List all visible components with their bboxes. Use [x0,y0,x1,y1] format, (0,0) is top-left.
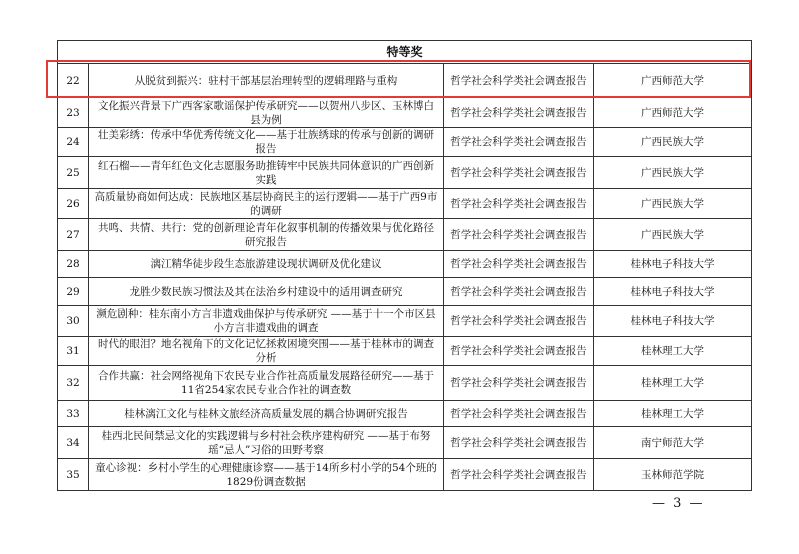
row-title: 龙胜少数民族习惯法及其在法治乡村建设中的适用调查研究 [89,278,444,306]
row-school: 桂林电子科技大学 [594,306,752,337]
row-category: 哲学社会科学类社会调查报告 [444,427,594,459]
row-number: 24 [58,128,89,157]
row-title: 时代的眼泪？地名视角下的文化记忆拯救困境突围——基于桂林市的调查分析 [89,337,444,366]
row-number: 33 [58,401,89,427]
row-number: 35 [58,459,89,491]
table-row [58,189,752,219]
row-school: 广西师范大学 [594,98,752,128]
row-category: 哲学社会科学类社会调查报告 [444,306,594,337]
row-title: 桂林漓江文化与桂林文旅经济高质量发展的耦合协调研究报告 [89,401,444,427]
table-row [58,219,752,251]
row-title: 红石榴——青年红色文化志愿服务助推铸牢中民族共同体意识的广西创新实践 [89,157,444,189]
awards-table [57,40,752,491]
row-title: 濒危剧种：桂东南小方言非遗戏曲保护与传承研究 ——基于十一个市区县小方言非遗戏曲的调查 [89,306,444,337]
row-number: 23 [58,98,89,128]
row-title: 漓江精华徒步段生态旅游建设现状调研及优化建议 [89,251,444,278]
row-title: 合作共赢：社会网络视角下农民专业合作社高质量发展路径研究——基于11省254家农民专业合作社的调查数 [89,366,444,401]
row-number: 32 [58,366,89,401]
row-school: 广西师范大学 [594,64,752,98]
row-category: 哲学社会科学类社会调查报告 [444,366,594,401]
row-school: 桂林理工大学 [594,337,752,366]
row-school: 广西民族大学 [594,157,752,189]
table-row [58,278,752,306]
table-row [58,128,752,157]
row-category: 哲学社会科学类社会调查报告 [444,64,594,98]
row-number: 26 [58,189,89,219]
row-category: 哲学社会科学类社会调查报告 [444,189,594,219]
row-school: 桂林电子科技大学 [594,278,752,306]
table-row [58,306,752,337]
row-category: 哲学社会科学类社会调查报告 [444,459,594,491]
table-row [58,337,752,366]
row-number: 25 [58,157,89,189]
section-title: 特等奖 [58,41,752,64]
row-number: 34 [58,427,89,459]
table-row [58,157,752,189]
row-category: 哲学社会科学类社会调查报告 [444,401,594,427]
row-school: 广西民族大学 [594,189,752,219]
row-number: 30 [58,306,89,337]
row-school: 玉林师范学院 [594,459,752,491]
row-title: 童心诊视：乡村小学生的心理健康诊察——基于14所乡村小学的54个班的1829份调查数据 [89,459,444,491]
row-category: 哲学社会科学类社会调查报告 [444,98,594,128]
row-school: 广西民族大学 [594,219,752,251]
row-school: 桂林理工大学 [594,401,752,427]
table-row [58,98,752,128]
page-number: — 3 — [652,496,705,511]
row-school: 桂林理工大学 [594,366,752,401]
table-row [58,427,752,459]
row-title: 桂西北民间禁忌文化的实践逻辑与乡村社会秩序建构研究 ——基于布努瑶“忌人”习俗的田野考察 [89,427,444,459]
row-school: 桂林电子科技大学 [594,251,752,278]
row-school: 南宁师范大学 [594,427,752,459]
row-title: 共鸣、共情、共行：党的创新理论青年化叙事机制的传播效果与优化路径研究报告 [89,219,444,251]
row-category: 哲学社会科学类社会调查报告 [444,219,594,251]
row-title: 从脱贫到振兴：驻村干部基层治理转型的逻辑理路与重构 [89,64,444,98]
row-title: 高质量协商如何达成：民族地区基层协商民主的运行逻辑——基于广西9市的调研 [89,189,444,219]
table-row [58,64,752,98]
row-number: 29 [58,278,89,306]
row-number: 22 [58,64,89,98]
table-row [58,251,752,278]
section-header-row [58,41,752,64]
row-title: 壮美彩绣：传承中华优秀传统文化——基于壮族绣球的传承与创新的调研报告 [89,128,444,157]
row-title: 文化振兴背景下广西客家歌谣保护传承研究——以贺州八步区、玉林博白县为例 [89,98,444,128]
row-category: 哲学社会科学类社会调查报告 [444,251,594,278]
row-school: 广西民族大学 [594,128,752,157]
row-category: 哲学社会科学类社会调查报告 [444,157,594,189]
row-category: 哲学社会科学类社会调查报告 [444,278,594,306]
row-category: 哲学社会科学类社会调查报告 [444,128,594,157]
row-category: 哲学社会科学类社会调查报告 [444,337,594,366]
row-number: 27 [58,219,89,251]
row-number: 31 [58,337,89,366]
table-row [58,459,752,491]
table-row [58,366,752,401]
table-row [58,401,752,427]
row-number: 28 [58,251,89,278]
